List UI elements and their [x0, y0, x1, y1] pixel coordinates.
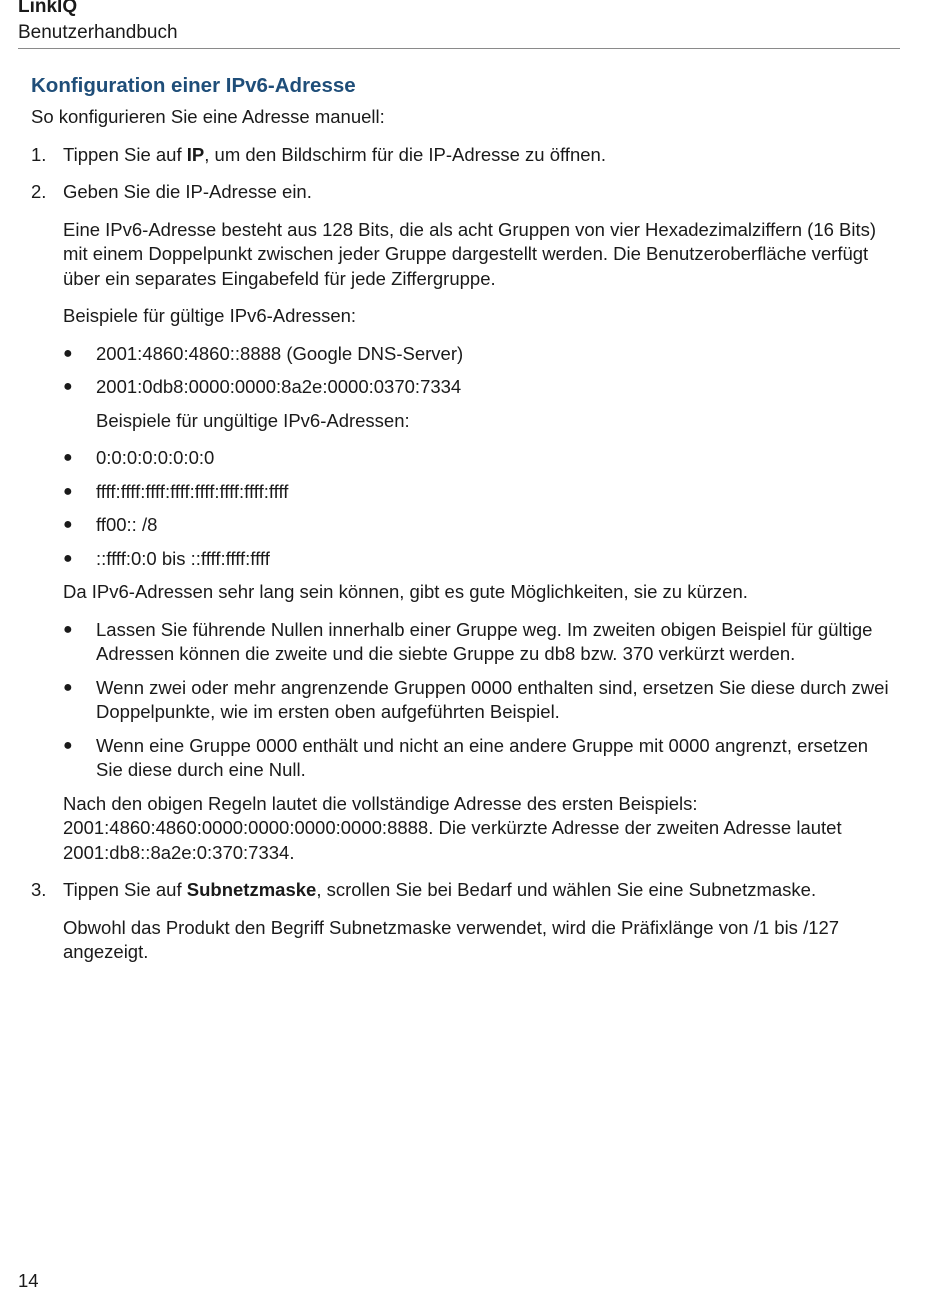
bullet-icon: ● [63, 736, 73, 754]
list-item [63, 734, 899, 783]
shortening-rules-list [63, 618, 899, 783]
section-title: Konfiguration einer IPv6-Adresse [31, 74, 356, 97]
list-item [63, 342, 899, 367]
bullet-icon: ● [63, 449, 73, 466]
step-1-keyword: IP [186, 143, 205, 165]
subnet-note: Obwohl das Produkt den Begriff Subnetzmaske verwendet, wird die Präfixlänge von /1 bis /127 angezeigt. [63, 916, 840, 962]
invalid-examples-label: Beispiele für ungültige IPv6-Adressen: [96, 409, 410, 431]
brand-name: LinkIQ [18, 0, 78, 17]
list-item [63, 375, 899, 400]
step-3-keyword: Subnetzmaske [186, 879, 317, 900]
list-item-text: 2001:4860:4860::8888 (Google DNS-Server) [96, 342, 464, 364]
page-content [31, 72, 899, 965]
ipv6-description: Eine IPv6-Adresse besteht aus 128 Bits, die als acht Gruppen von vier Hexadezimalziffern (16 Bits) mit einem Doppelpunkt zwischen jeder Gruppe dargestellt werden. Die Benutzeroberfläche verfügt über ein separates Eingabefeld für jede Ziffergruppe. [63, 218, 877, 289]
step-3-text-pre: Tippen Sie auf [63, 879, 187, 900]
list-item-text: 0:0:0:0:0:0:0:0 [96, 447, 215, 468]
bullet-icon: ● [63, 378, 73, 395]
step-number: 3. [31, 879, 47, 900]
page-header [18, 0, 900, 45]
list-item-text: Wenn zwei oder mehr angrenzende Gruppen 0000 enthalten sind, ersetzen Sie diese durch zwei Doppelpunkte, wie im ersten oben aufgeführten Beispiel. [96, 676, 889, 722]
step-number: 1. [31, 143, 47, 165]
list-item [63, 547, 899, 572]
list-item-text: 2001:0db8:0000:0000:8a2e:0000:0370:7334 [96, 376, 462, 397]
step-3-text-post: , scrollen Sie bei Bedarf und wählen Sie eine Subnetzmaske. [316, 879, 817, 900]
step-1-text-post: , um den Bildschirm für die IP-Adresse zu öffnen. [204, 143, 606, 165]
step-2 [31, 180, 899, 865]
valid-examples-label: Beispiele für gültige IPv6-Adressen: [63, 305, 357, 326]
conclusion-text: Nach den obigen Regeln lautet die vollständige Adresse des ersten Beispiels: 2001:4860:4860:0000:0000:0000:0000:8888. Die verkürzte Adresse der zweiten Adresse lautet 2001:db8::8a2e:0:370:7334. [63, 792, 842, 863]
section-intro: So konfigurieren Sie eine Adresse manuell: [31, 106, 385, 127]
step-1 [31, 143, 899, 168]
bullet-icon: ● [63, 482, 73, 500]
bullet-icon: ● [63, 549, 73, 567]
step-3-text [63, 878, 899, 903]
page-number: 14 [18, 1270, 39, 1291]
list-item [63, 513, 899, 538]
step-1-text-pre: Tippen Sie auf [63, 143, 187, 165]
list-item [63, 676, 899, 725]
bullet-icon: ● [63, 344, 73, 362]
step-3 [31, 878, 899, 965]
step-1-text [63, 143, 899, 168]
header-divider [18, 48, 900, 49]
list-item-text: ffff:ffff:ffff:ffff:ffff:ffff:ffff:ffff [96, 480, 289, 502]
document-subtitle: Benutzerhandbuch [18, 22, 178, 43]
list-item-text: Lassen Sie führende Nullen innerhalb einer Gruppe weg. Im zweiten obigen Beispiel für gültige Adressen können die zweite und die siebte Gruppe zu db8 bzw. 370 verkürzt werden. [96, 618, 873, 664]
bullet-icon: ● [63, 678, 73, 696]
list-item [63, 618, 899, 667]
valid-examples-list [63, 342, 899, 400]
shortening-intro: Da IPv6-Adressen sehr lang sein können, gibt es gute Möglichkeiten, sie zu kürzen. [63, 581, 748, 602]
list-item-text: Wenn eine Gruppe 0000 enthält und nicht an eine andere Gruppe mit 0000 angrenzt, ersetzen Sie diese durch eine Null. [96, 734, 869, 780]
list-item-text: ff00:: /8 [96, 514, 158, 535]
step-number: 2. [31, 181, 47, 202]
list-item [63, 480, 899, 505]
step-2-text: Geben Sie die IP-Adresse ein. [63, 181, 312, 202]
list-item [63, 446, 899, 471]
bullet-icon: ● [63, 516, 73, 533]
bullet-icon: ● [63, 620, 73, 638]
list-item-text: ::ffff:0:0 bis ::ffff:ffff:ffff [96, 547, 270, 569]
invalid-examples-list [63, 446, 899, 571]
